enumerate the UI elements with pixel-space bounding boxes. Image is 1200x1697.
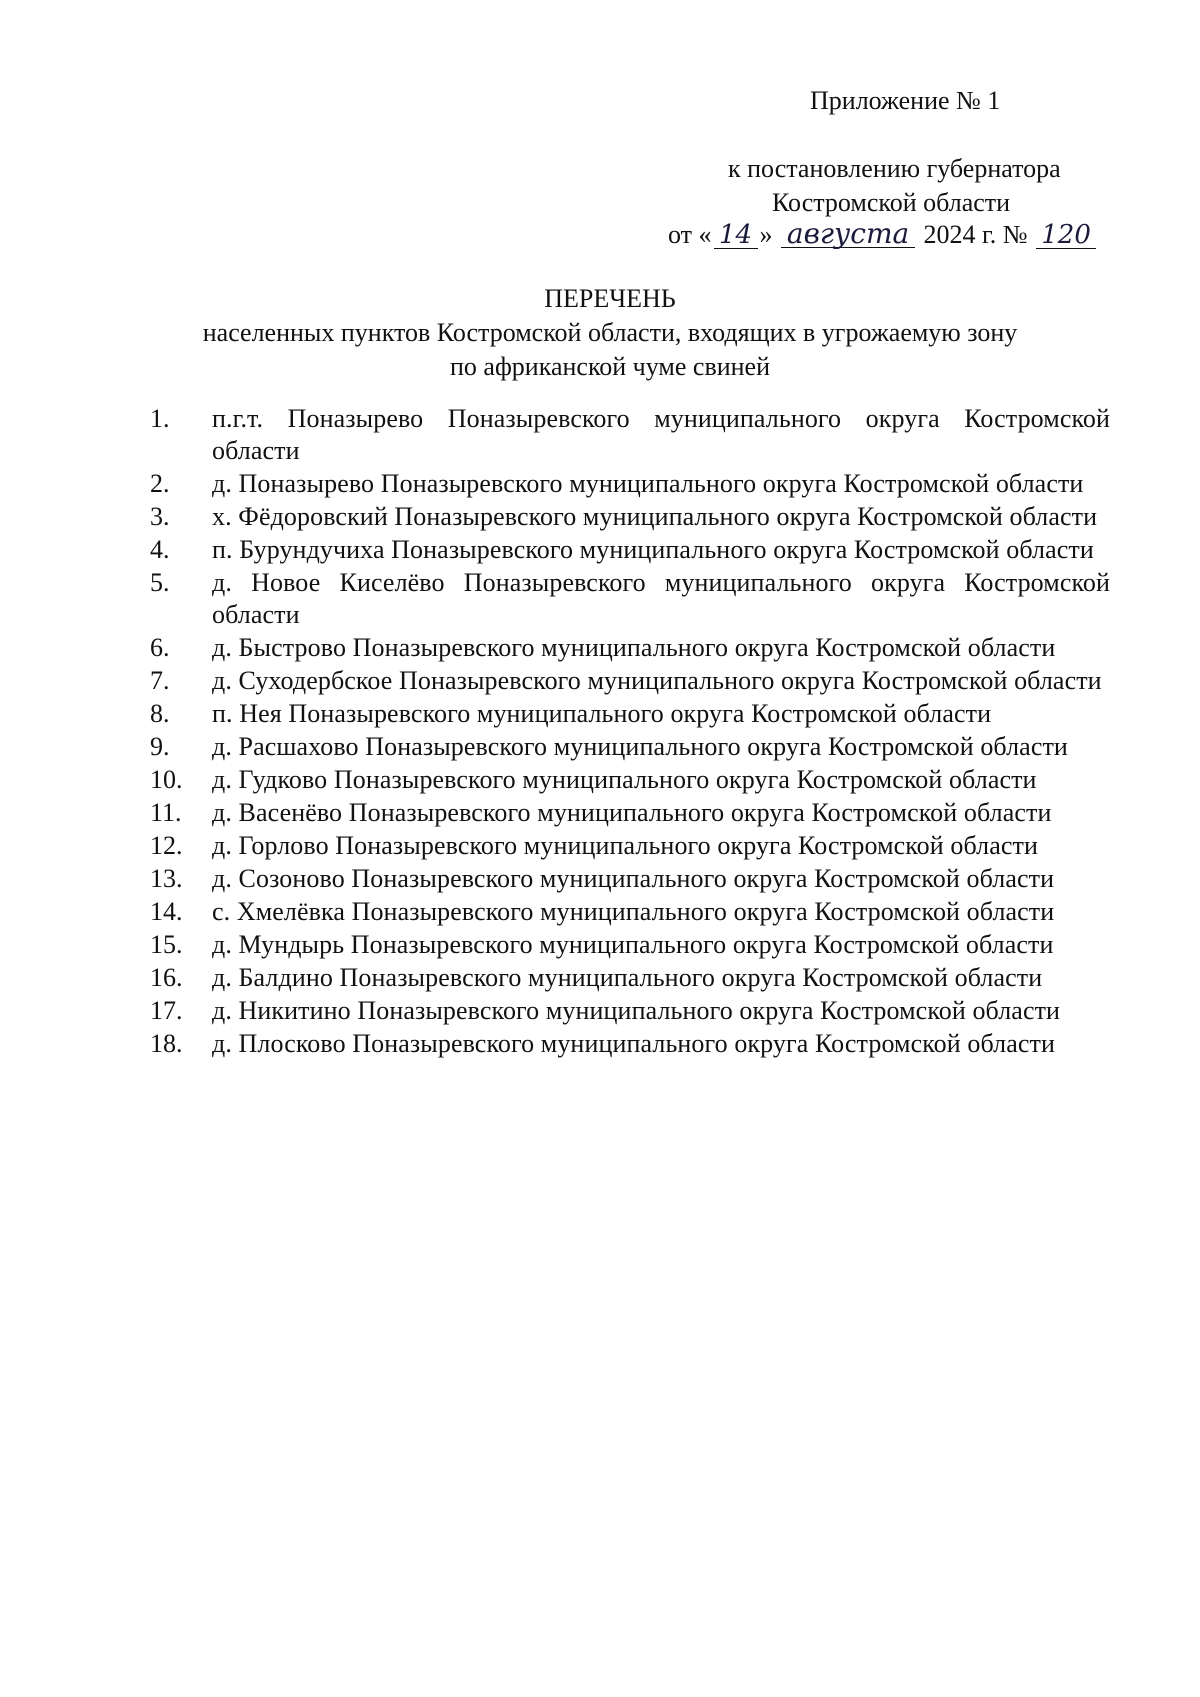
list-item-number: 7.: [150, 666, 170, 695]
list-item-text: д. Гудково Поназыревского муниципального округа Костромской области: [212, 765, 1037, 794]
list-item-text: д. Горлово Поназыревского муниципального округа Костромской области: [212, 831, 1039, 860]
list-item: [150, 830, 1110, 862]
list-item-number: 15.: [150, 930, 183, 959]
list-item: [150, 1028, 1110, 1060]
handwritten-number: 120: [1036, 222, 1096, 249]
list-item-text: д. Быстрово Поназыревского муниципального округа Костромской области: [212, 633, 1056, 662]
date-year: 2024 г. №: [917, 220, 1035, 249]
list-item: [150, 403, 1110, 467]
document-title: [130, 282, 1090, 384]
list-item-number: 9.: [150, 732, 170, 761]
list-item: [150, 731, 1110, 763]
list-item-number: 13.: [150, 864, 183, 893]
list-item-number: 1.: [150, 404, 170, 433]
list-item-number: 14.: [150, 897, 183, 926]
list-item-text: х. Фёдоровский Поназыревского муниципального округа Костромской области: [212, 502, 1098, 531]
list-item-number: 12.: [150, 831, 183, 860]
list-item-number: 2.: [150, 469, 170, 498]
list-item: [150, 501, 1110, 533]
list-item-text: д. Поназырево Поназыревского муниципального округа Костромской области: [212, 469, 1084, 498]
list-item-text: д. Суходербское Поназыревского муниципального округа Костромской области: [212, 666, 1102, 695]
list-item-text: д. Мундырь Поназыревского муниципального округа Костромской области: [212, 930, 1054, 959]
list-item-number: 4.: [150, 535, 170, 564]
list-item-number: 16.: [150, 963, 183, 992]
list-item-number: 11.: [150, 798, 182, 827]
list-item-text: д. Плосково Поназыревского муниципального округа Костромской области: [212, 1029, 1055, 1058]
decree-reference: к постановлению губернатора: [728, 154, 1061, 183]
list-item-text: с. Хмелёвка Поназыревского муниципального округа Костромской области: [212, 897, 1055, 926]
list-item: [150, 962, 1110, 994]
list-item-text: д. Балдино Поназыревского муниципального округа Костромской области: [212, 963, 1043, 992]
list-item-text: д. Васенёво Поназыревского муниципального округа Костромской области: [212, 798, 1052, 827]
list-item: [150, 797, 1110, 829]
list-item-number: 10.: [150, 765, 183, 794]
title-main: ПЕРЕЧЕНЬ: [544, 284, 676, 313]
handwritten-month: августа: [781, 221, 915, 248]
list-item-text: п.г.т. Поназырево Поназыревского муниципального округа Костромской области: [212, 404, 1110, 465]
list-item-number: 3.: [150, 502, 170, 531]
decree-region: Костромской области: [772, 188, 1011, 217]
list-item-number: 18.: [150, 1029, 183, 1058]
list-item-number: 5.: [150, 568, 170, 597]
list-item-text: п. Нея Поназыревского муниципального округа Костромской области: [212, 699, 992, 728]
appendix-label: Приложение № 1: [810, 86, 1001, 115]
date-prefix: от «: [668, 220, 712, 249]
handwritten-day: 14: [714, 222, 758, 249]
list-item-text: п. Бурундучиха Поназыревского муниципального округа Костромской области: [212, 535, 1094, 564]
list-item: [150, 764, 1110, 796]
list-item: [150, 896, 1110, 928]
date-mid: »: [759, 220, 780, 249]
list-item: [150, 665, 1110, 697]
list-item-number: 6.: [150, 633, 170, 662]
list-item-number: 8.: [150, 699, 170, 728]
list-item-text: д. Никитино Поназыревского муниципального округа Костромской области: [212, 996, 1061, 1025]
title-subtitle-line2: по африканской чуме свиней: [450, 352, 770, 381]
list-item: [150, 567, 1110, 631]
settlements-list: [150, 403, 1110, 1061]
list-item-text: д. Созоново Поназыревского муниципального округа Костромской области: [212, 864, 1055, 893]
list-item: [150, 863, 1110, 895]
list-item: [150, 468, 1110, 500]
list-item: [150, 534, 1110, 566]
list-item: [150, 698, 1110, 730]
title-subtitle-line1: населенных пунктов Костромской области, входящих в угрожаемую зону: [202, 318, 1018, 347]
list-item: [150, 995, 1110, 1027]
list-item-text: д. Расшахово Поназыревского муниципального округа Костромской области: [212, 732, 1068, 761]
list-item: [150, 632, 1110, 664]
list-item-text: д. Новое Киселёво Поназыревского муниципального округа Костромской области: [212, 568, 1110, 629]
list-item-number: 17.: [150, 996, 183, 1025]
list-item: [150, 929, 1110, 961]
decree-date-line: [668, 218, 1098, 252]
